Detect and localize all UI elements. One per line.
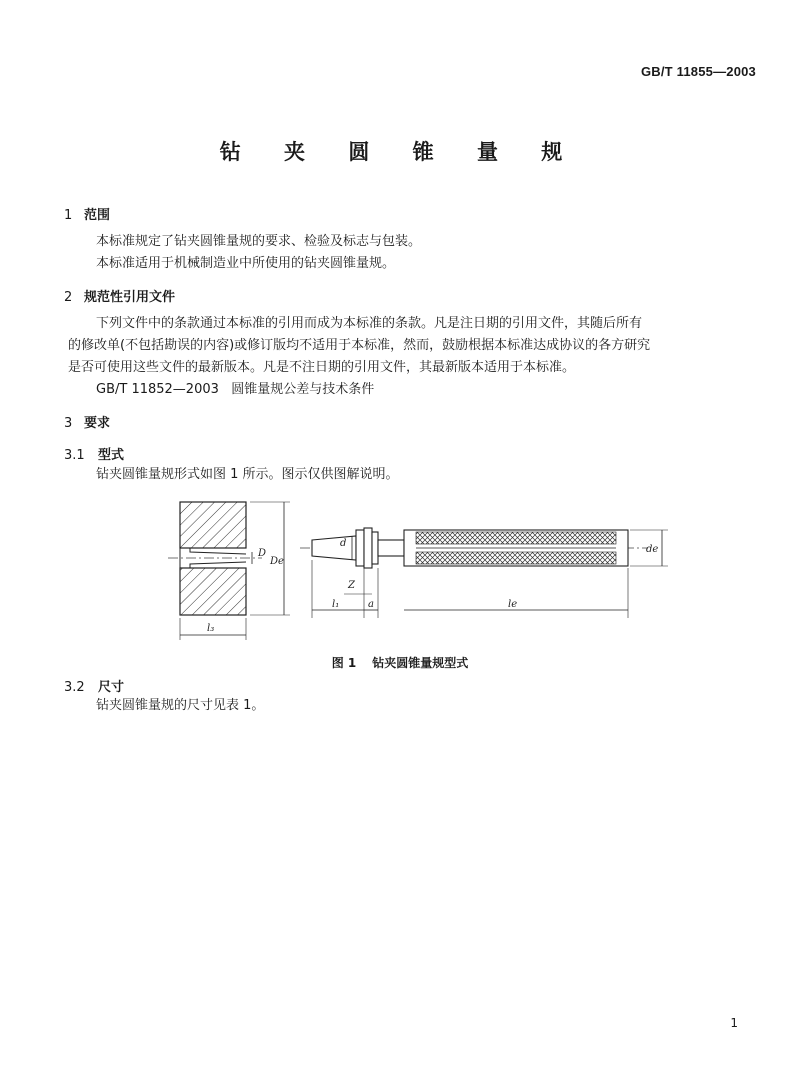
plug-gauge [300,528,668,618]
label-Z: Z [348,580,355,591]
page-number: 1 [730,1016,738,1030]
label-De: De [270,556,284,567]
figure-1-caption [0,654,800,671]
section-2-para-line-3: 是否可使用这些文件的最新版本。凡是不注日期的引用文件，其最新版本适用于本标准。 [68,360,576,375]
section-3-2-title: 尺寸 [98,680,125,695]
section-2-reference: GB/T 11852—2003 圆锥量规公差与技术条件 [96,382,375,397]
section-1-para-1: 本标准规定了钻夹圆锥量规的要求、检验及标志与包装。 [96,234,422,249]
section-2-number: 2 [64,290,73,305]
figure-caption-text: 钻夹圆锥量规型式 [372,656,469,670]
figure-number: 图 1 [331,656,357,670]
section-3-2-para: 钻夹圆锥量规的尺寸见表 1。 [96,698,265,713]
figure-1-drawing [0,490,800,650]
label-le: le [508,599,518,610]
label-l3: l₃ [207,623,215,634]
section-3-2-heading [64,676,124,695]
section-2-para-line-2: 的修改单(不包括勘误的内容)或修订版均不适用于本标准，然而，鼓励根据本标准达成协议的各方研究 [68,338,651,353]
section-3-1-para: 钻夹圆锥量规形式如图 1 所示。图示仅供图解说明。 [96,467,399,482]
section-1-title: 范围 [84,208,111,223]
standard-code: GB/T 11855—2003 [640,64,756,79]
section-3-heading [64,412,110,431]
section-3-1-number: 3.1 [64,448,85,463]
section-2-para-line-1: 下列文件中的条款通过本标准的引用而成为本标准的条款。凡是注日期的引用文件，其随后所有 [96,316,643,331]
section-2-title: 规范性引用文件 [84,290,176,305]
section-1-para-2: 本标准适用于机械制造业中所使用的钻夹圆锥量规。 [96,256,396,271]
section-1-heading [64,204,110,223]
section-1-number: 1 [64,208,73,223]
section-3-number: 3 [64,416,73,431]
label-d: d [340,538,347,549]
label-l1: l₁ [332,599,340,610]
label-a: a [368,599,374,610]
section-3-1-title: 型式 [98,448,125,463]
page-title: 钻 夹 圆 锥 量 规 [219,140,581,164]
ring-gauge-section [168,502,290,640]
section-3-title: 要求 [84,416,111,431]
section-2-heading [64,286,175,305]
section-3-2-number: 3.2 [64,680,85,695]
label-de: de [646,544,659,555]
label-D: D [258,548,267,559]
section-3-1-heading [64,444,124,463]
